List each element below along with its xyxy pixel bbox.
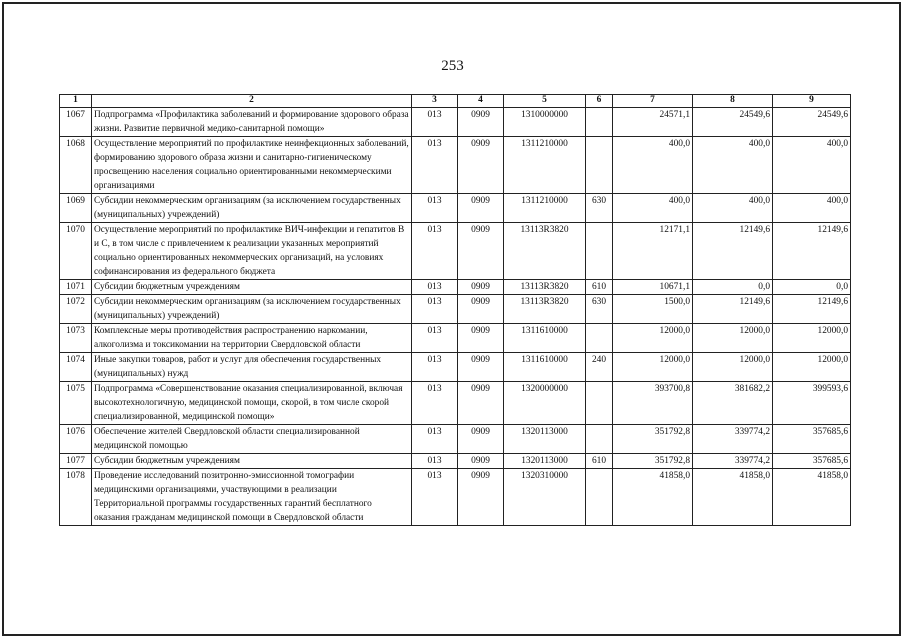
row-target-code: 1320113000 xyxy=(504,425,586,454)
row-expense-type: 240 xyxy=(586,353,613,382)
row-number: 1071 xyxy=(60,280,92,295)
row-ministry-code: 013 xyxy=(412,324,458,353)
row-target-code: 1320113000 xyxy=(504,454,586,469)
row-value-9: 12000,0 xyxy=(773,353,851,382)
row-expense-type: 630 xyxy=(586,295,613,324)
col-header-6: 6 xyxy=(586,95,613,108)
row-number: 1069 xyxy=(60,194,92,223)
row-value-9: 12149,6 xyxy=(773,223,851,280)
table-row xyxy=(60,454,851,469)
row-target-code: 1310000000 xyxy=(504,108,586,137)
row-value-7: 24571,1 xyxy=(613,108,693,137)
row-name: Комплексные меры противодействия распространению наркомании, алкоголизма и токсикомании на территории Свердловской области xyxy=(92,324,412,353)
row-section-code: 0909 xyxy=(458,137,504,194)
row-value-7: 41858,0 xyxy=(613,469,693,526)
row-section-code: 0909 xyxy=(458,353,504,382)
row-number: 1077 xyxy=(60,454,92,469)
row-section-code: 0909 xyxy=(458,382,504,425)
row-value-8: 381682,2 xyxy=(693,382,773,425)
row-target-code: 1311210000 xyxy=(504,194,586,223)
col-header-1: 1 xyxy=(60,95,92,108)
row-value-7: 12000,0 xyxy=(613,324,693,353)
row-expense-type xyxy=(586,223,613,280)
row-value-7: 400,0 xyxy=(613,137,693,194)
row-name: Иные закупки товаров, работ и услуг для обеспечения государственных (муниципальных) нужд xyxy=(92,353,412,382)
row-number: 1076 xyxy=(60,425,92,454)
row-value-8: 339774,2 xyxy=(693,454,773,469)
header-row xyxy=(60,95,851,108)
row-target-code: 1311610000 xyxy=(504,324,586,353)
row-value-7: 393700,8 xyxy=(613,382,693,425)
row-number: 1075 xyxy=(60,382,92,425)
table-row xyxy=(60,280,851,295)
row-number: 1078 xyxy=(60,469,92,526)
row-value-8: 339774,2 xyxy=(693,425,773,454)
row-target-code: 1311610000 xyxy=(504,353,586,382)
row-value-9: 12000,0 xyxy=(773,324,851,353)
row-expense-type xyxy=(586,425,613,454)
table-row xyxy=(60,223,851,280)
row-ministry-code: 013 xyxy=(412,108,458,137)
row-name: Подпрограмма «Профилактика заболеваний и формирование здорового образа жизни. Развитие первичной медико-санитарной помощи» xyxy=(92,108,412,137)
row-value-7: 12000,0 xyxy=(613,353,693,382)
row-value-8: 41858,0 xyxy=(693,469,773,526)
row-target-code: 13113R3820 xyxy=(504,280,586,295)
col-header-8: 8 xyxy=(693,95,773,108)
row-section-code: 0909 xyxy=(458,425,504,454)
table-row xyxy=(60,425,851,454)
row-value-8: 400,0 xyxy=(693,137,773,194)
budget-table xyxy=(59,94,851,526)
col-header-3: 3 xyxy=(412,95,458,108)
row-expense-type: 610 xyxy=(586,454,613,469)
row-number: 1067 xyxy=(60,108,92,137)
table-row xyxy=(60,382,851,425)
row-name: Субсидии бюджетным учреждениям xyxy=(92,454,412,469)
row-value-9: 399593,6 xyxy=(773,382,851,425)
row-number: 1072 xyxy=(60,295,92,324)
row-number: 1073 xyxy=(60,324,92,353)
col-header-2: 2 xyxy=(92,95,412,108)
row-value-9: 357685,6 xyxy=(773,425,851,454)
row-value-7: 10671,1 xyxy=(613,280,693,295)
row-expense-type: 630 xyxy=(586,194,613,223)
row-value-9: 24549,6 xyxy=(773,108,851,137)
table-row xyxy=(60,469,851,526)
row-name: Осуществление мероприятий по профилактике ВИЧ-инфекции и гепатитов В и С, в том числе с привлечением к реализации указанных мероприятий социально ориентированных некоммерческих организаций, на условиях софинансирования из федерального бюджета xyxy=(92,223,412,280)
row-value-9: 400,0 xyxy=(773,194,851,223)
col-header-7: 7 xyxy=(613,95,693,108)
row-ministry-code: 013 xyxy=(412,469,458,526)
row-ministry-code: 013 xyxy=(412,295,458,324)
table-row xyxy=(60,324,851,353)
row-target-code: 13113R3820 xyxy=(504,295,586,324)
row-ministry-code: 013 xyxy=(412,137,458,194)
row-ministry-code: 013 xyxy=(412,425,458,454)
row-name: Подпрограмма «Совершенствование оказания специализированной, включая высокотехнологичную, медицинской помощи, скорой, в том числе скорой специализированной, медицинской помощи» xyxy=(92,382,412,425)
row-value-7: 351792,8 xyxy=(613,425,693,454)
page-number: 253 xyxy=(441,58,464,74)
row-name: Проведение исследований позитронно-эмиссионной томографии медицинскими организациями, участвующими в реализации Территориальной программы государственных гарантий бесплатного оказания гражданам медицинской помощи в Свердловской области xyxy=(92,469,412,526)
row-target-code: 1311210000 xyxy=(504,137,586,194)
table-row xyxy=(60,194,851,223)
row-ministry-code: 013 xyxy=(412,223,458,280)
row-value-8: 12000,0 xyxy=(693,324,773,353)
row-value-8: 24549,6 xyxy=(693,108,773,137)
row-value-9: 12149,6 xyxy=(773,295,851,324)
row-section-code: 0909 xyxy=(458,223,504,280)
row-value-8: 12149,6 xyxy=(693,223,773,280)
row-section-code: 0909 xyxy=(458,194,504,223)
row-section-code: 0909 xyxy=(458,454,504,469)
row-value-9: 357685,6 xyxy=(773,454,851,469)
row-value-8: 0,0 xyxy=(693,280,773,295)
row-name: Обеспечение жителей Свердловской области специализированной медицинской помощью xyxy=(92,425,412,454)
row-target-code: 1320000000 xyxy=(504,382,586,425)
row-expense-type xyxy=(586,382,613,425)
col-header-5: 5 xyxy=(504,95,586,108)
table-row xyxy=(60,137,851,194)
row-ministry-code: 013 xyxy=(412,382,458,425)
row-ministry-code: 013 xyxy=(412,194,458,223)
row-value-9: 400,0 xyxy=(773,137,851,194)
row-expense-type xyxy=(586,324,613,353)
row-value-7: 351792,8 xyxy=(613,454,693,469)
row-section-code: 0909 xyxy=(458,280,504,295)
row-section-code: 0909 xyxy=(458,324,504,353)
row-expense-type xyxy=(586,137,613,194)
row-value-8: 12149,6 xyxy=(693,295,773,324)
row-value-7: 400,0 xyxy=(613,194,693,223)
row-section-code: 0909 xyxy=(458,469,504,526)
row-ministry-code: 013 xyxy=(412,454,458,469)
table-row xyxy=(60,295,851,324)
row-name: Субсидии бюджетным учреждениям xyxy=(92,280,412,295)
row-expense-type xyxy=(586,469,613,526)
row-expense-type xyxy=(586,108,613,137)
row-value-8: 12000,0 xyxy=(693,353,773,382)
row-name: Осуществление мероприятий по профилактике неинфекционных заболеваний, формированию здорового образа жизни и санитарно-гигиеническому просвещению населения социально ориентированными некоммерческими организациями xyxy=(92,137,412,194)
row-target-code: 1320310000 xyxy=(504,469,586,526)
row-name: Субсидии некоммерческим организациям (за исключением государственных (муниципальных) учреждений) xyxy=(92,295,412,324)
table-row xyxy=(60,353,851,382)
row-section-code: 0909 xyxy=(458,295,504,324)
row-section-code: 0909 xyxy=(458,108,504,137)
row-value-9: 0,0 xyxy=(773,280,851,295)
row-value-7: 1500,0 xyxy=(613,295,693,324)
row-number: 1074 xyxy=(60,353,92,382)
row-name: Субсидии некоммерческим организациям (за исключением государственных (муниципальных) учреждений) xyxy=(92,194,412,223)
col-header-9: 9 xyxy=(773,95,851,108)
row-ministry-code: 013 xyxy=(412,280,458,295)
row-ministry-code: 013 xyxy=(412,353,458,382)
row-target-code: 13113R3820 xyxy=(504,223,586,280)
col-header-4: 4 xyxy=(458,95,504,108)
row-number: 1068 xyxy=(60,137,92,194)
row-number: 1070 xyxy=(60,223,92,280)
row-value-9: 41858,0 xyxy=(773,469,851,526)
row-value-8: 400,0 xyxy=(693,194,773,223)
table-row xyxy=(60,108,851,137)
row-expense-type: 610 xyxy=(586,280,613,295)
row-value-7: 12171,1 xyxy=(613,223,693,280)
